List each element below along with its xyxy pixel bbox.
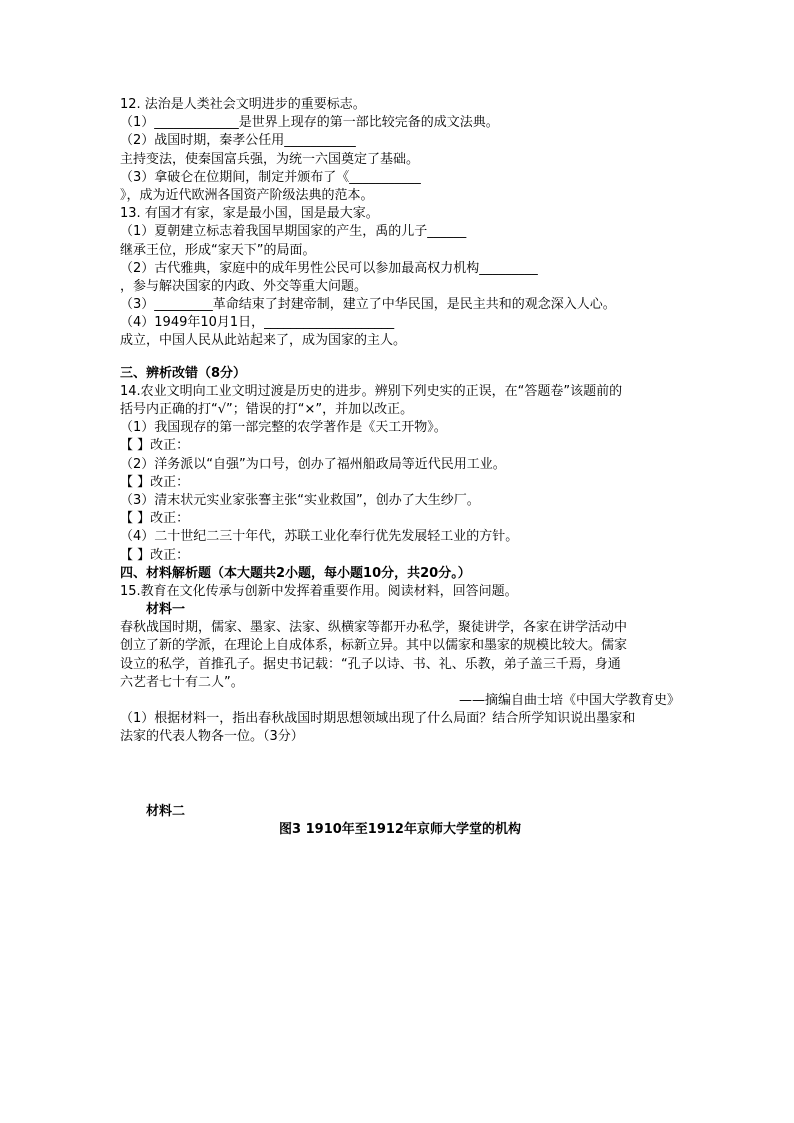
q14-correction-1: 【 】改正：	[120, 438, 190, 454]
q13-title: 13. 有国才有家，家是最小国，国是最大家。	[120, 206, 379, 222]
q14-correction-3: 【 】改正：	[120, 511, 190, 527]
material-1-para-4: 六艺者七十有二人”。	[120, 674, 244, 690]
q14-intro-1: 14.农业文明向工业文明过渡是历史的进步。辨别下列史实的正误，在“答题卷”该题前的	[120, 383, 623, 399]
q13-line-2: 继承王位，形成“家天下”的局面。	[120, 242, 316, 258]
q12-line-5: 》，成为近代欧洲各国资产阶级法典的范本。	[120, 187, 374, 203]
material-2-title: 材料二	[146, 803, 186, 819]
material-1-para-1: 春秋战国时期，儒家、墨家、法家、纵横家等都开办私学，聚徒讲学，各家在讲学活动中	[120, 620, 628, 636]
q13-line-6: （4）1949年10月1日，____________________	[120, 315, 395, 331]
q12-line-4: （3）拿破仑在位期间，制定并颁布了《___________	[120, 169, 421, 185]
q13-line-5: （3）_________革命结束了封建帝制，建立了中华民国，是民主共和的观念深入人心。	[120, 297, 616, 313]
material-1-para-2: 创立了新的学派，在理论上自成体系，标新立异。其中以儒家和墨家的规模比较大。儒家	[120, 638, 628, 654]
figure-caption: 图3 1910年至1912年京师大学堂的机构	[279, 821, 521, 837]
q14-item-1: （1）我国现存的第一部完整的农学著作是《天工开物》。	[120, 420, 447, 436]
q13-line-1: （1）夏朝建立标志着我国早期国家的产生，禹的儿子______	[120, 224, 467, 240]
section-gap	[120, 351, 680, 365]
q13-line-7: 成立，中国人民从此站起来了，成为国家的主人。	[120, 333, 407, 349]
exam-page	[120, 96, 680, 839]
q12-line-2: （2）战国时期，秦孝公任用___________	[120, 133, 356, 149]
q13-line-3: （2）古代雅典，家庭中的成年男性公民可以参加最高权力机构_________	[120, 260, 538, 276]
q14-item-4: （4）二十世纪二三十年代，苏联工业化奉行优先发展轻工业的方针。	[120, 529, 519, 545]
q15-stem: 15.教育在文化传承与创新中发挥着重要作用。阅读材料，回答问题。	[120, 583, 518, 599]
blank-space	[120, 747, 680, 803]
q14-intro-2: 括号内正确的打“√”；错误的打“×”，并加以改正。	[120, 402, 414, 417]
q12-line-1: （1）_____________是世界上现存的第一部比较完备的成文法典。	[120, 115, 499, 131]
section-4-heading: 四、材料解析题（本大题共2小题，每小题10分，共20分。）	[120, 565, 471, 581]
q14-correction-4: 【 】改正：	[120, 547, 190, 563]
material-1-source: ——摘编自曲士培《中国大学教育史》	[458, 693, 680, 708]
q12-title: 12. 法治是人类社会文明进步的重要标志。	[120, 97, 366, 112]
q13-line-4: ，参与解决国家的内政、外交等重大问题。	[120, 278, 368, 294]
material-1-para-3: 设立的私学，首推孔子。据史书记载：“孔子以诗、书、礼、乐教，弟子盖三千焉，身通	[120, 656, 621, 672]
q15-subquestion-1a: （1）根据材料一，指出春秋战国时期思想领域出现了什么局面？结合所学知识说出墨家和	[120, 711, 636, 727]
q12-line-3: 主持变法，使秦国富兵强，为统一六国奠定了基础。	[120, 151, 420, 167]
q14-correction-2: 【 】改正：	[120, 474, 190, 490]
q14-item-2: （2）洋务派以“自强”为口号，创办了福州船政局等近代民用工业。	[120, 456, 506, 472]
q14-item-3: （3）清末状元实业家张謇主张“实业救国”，创办了大生纱厂。	[120, 492, 480, 508]
q15-subquestion-1b: 法家的代表人物各一位。（3分）	[120, 729, 304, 745]
section-3-heading: 三、辨析改错（8分）	[120, 365, 247, 381]
material-1-title: 材料一	[146, 602, 186, 618]
